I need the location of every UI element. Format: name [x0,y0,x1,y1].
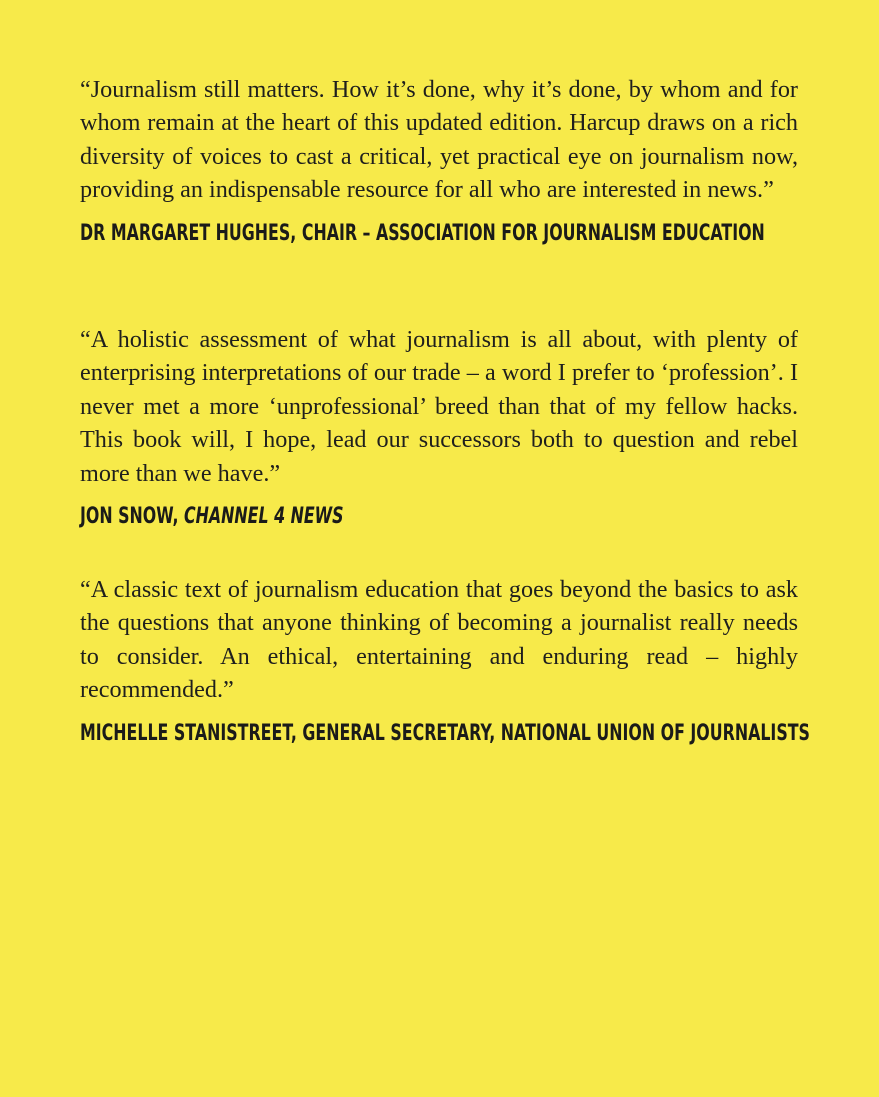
testimonial-attribution: MICHELLE STANISTREET, GENERAL SECRETARY, NATIONAL UNION OF JOURNALISTS [80,720,810,746]
testimonial-snow [80,323,798,530]
attribution-publication: CHANNEL 4 NEWS [183,504,344,530]
attribution-name: JON SNOW, [80,504,184,530]
testimonial-quote: “A classic text of journalism education that goes beyond the basics to ask the questions that anyone thinking of becoming a journalist really needs to consider. An ethical, entertaining and enduring read – highly recommended.” [80,576,798,704]
testimonial-hughes [80,73,798,247]
testimonial-attribution [80,504,597,530]
testimonial-quote: “A holistic assessment of what journalism is all about, with plenty of enterprising interpretations of our trade – a word I prefer to ‘profession’. I never met a more ‘unprofessional’ breed than that of my fellow hacks. This book will, I hope, lead our successors both to question and rebel more than we have.” [80,326,798,487]
testimonial-attribution: DR MARGARET HUGHES, CHAIR – ASSOCIATION FOR JOURNALISM EDUCATION [80,220,765,246]
testimonial-stanistreet [80,573,810,747]
testimonial-quote: “Journalism still matters. How it’s done, why it’s done, by whom and for whom remain at the heart of this updated edition. Harcup draws on a rich diversity of voices to cast a critical, yet practical eye on journalism now, providing an indispensable resource for all who are interested in news.” [80,76,798,204]
